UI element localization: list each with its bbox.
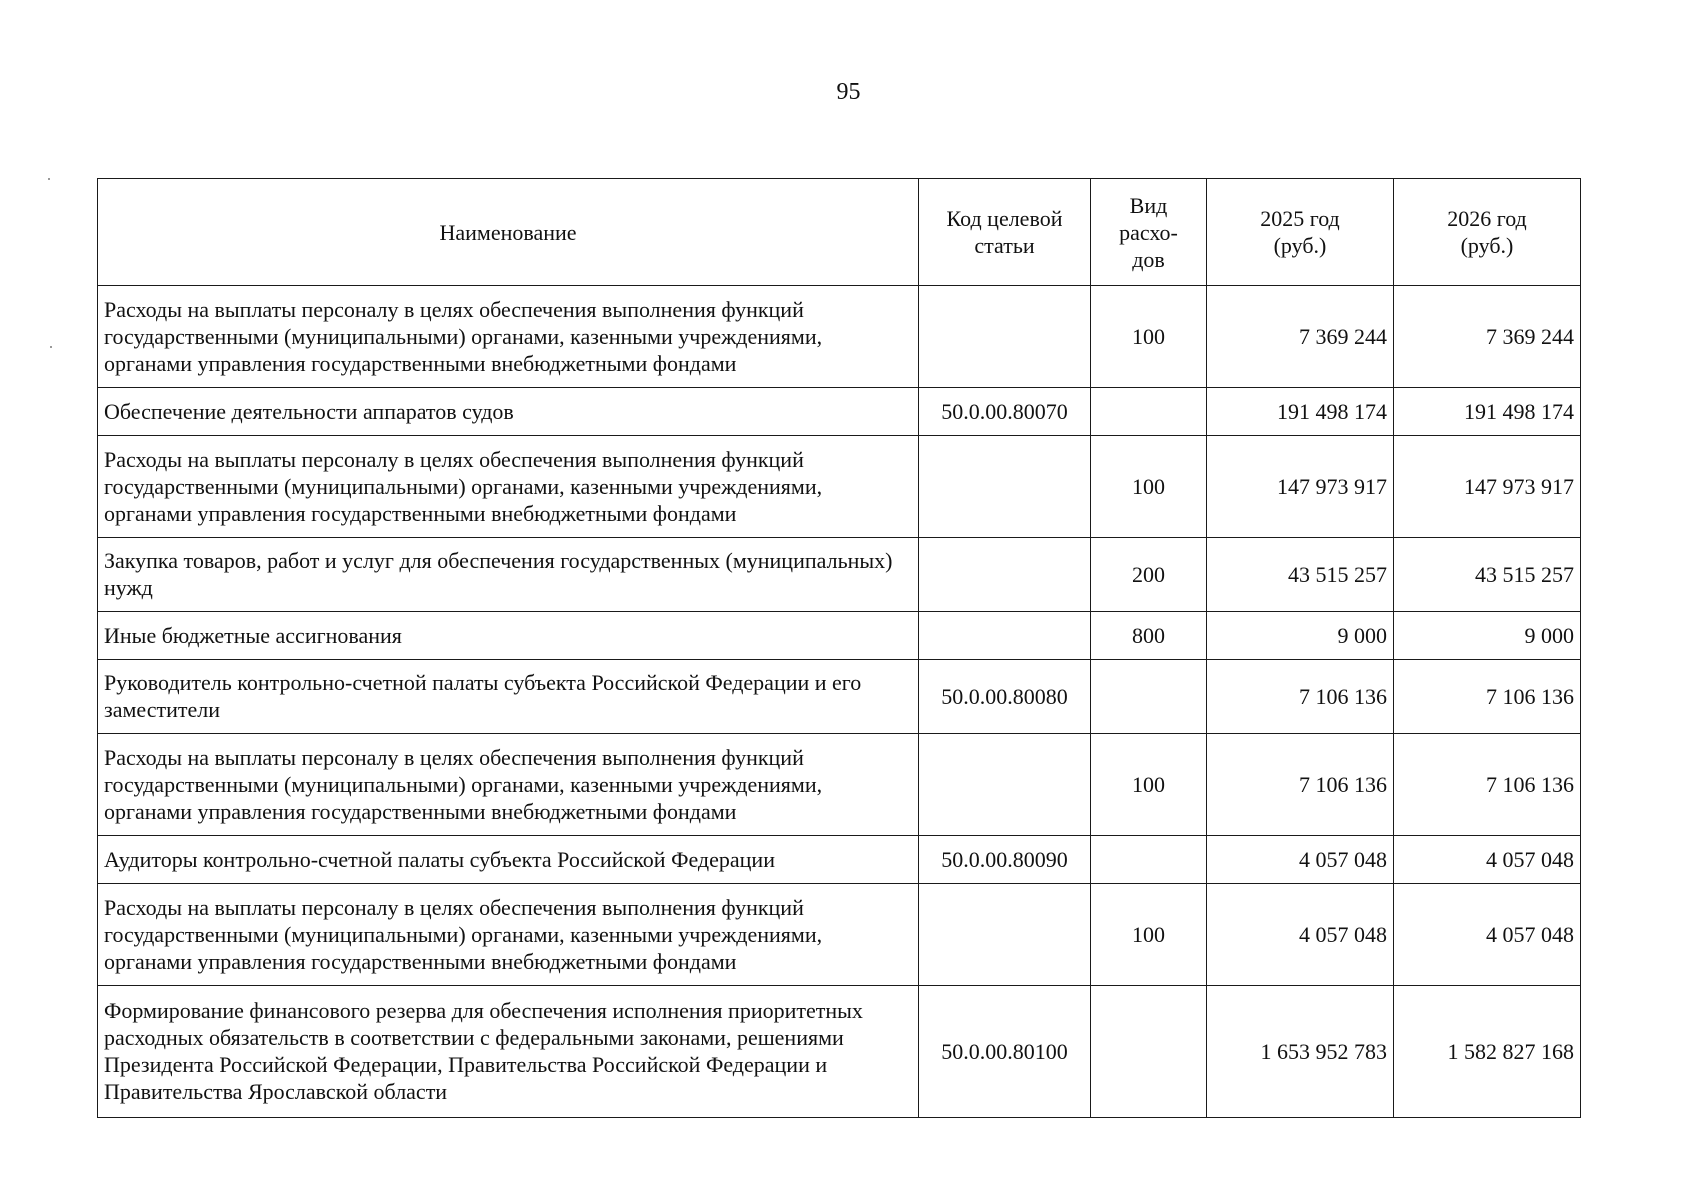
cell-2026: 43 515 257: [1394, 538, 1581, 612]
header-kind-line: расхо-: [1119, 219, 1178, 245]
table-row: [98, 660, 1581, 734]
cell-name: Расходы на выплаты персоналу в целях обеспечения выполнения функций государственными (муниципальными) органами, казенными учреждениями, органами управления государственными внебюджетными фондами: [98, 436, 919, 538]
table-row: [98, 986, 1581, 1118]
table-row: [98, 286, 1581, 388]
header-name-label: Наименование: [439, 219, 577, 245]
cell-code: [919, 286, 1091, 388]
cell-name: Иные бюджетные ассигнования: [98, 612, 919, 660]
cell-name: Аудиторы контрольно-счетной палаты субъекта Российской Федерации: [98, 836, 919, 884]
table-row: [98, 436, 1581, 538]
cell-name: Обеспечение деятельности аппаратов судов: [98, 388, 919, 436]
cell-code: [919, 884, 1091, 986]
header-kind-line: Вид: [1129, 192, 1168, 218]
header-kind-line: дов: [1132, 246, 1165, 272]
cell-kind: 100: [1091, 884, 1207, 986]
cell-2025: 4 057 048: [1207, 884, 1394, 986]
scan-speck: [50, 346, 52, 348]
cell-kind: [1091, 986, 1207, 1118]
cell-2025: 7 106 136: [1207, 734, 1394, 836]
cell-2026: 7 369 244: [1394, 286, 1581, 388]
cell-2026: 7 106 136: [1394, 734, 1581, 836]
cell-kind: [1091, 660, 1207, 734]
cell-kind: 200: [1091, 538, 1207, 612]
cell-code: 50.0.00.80080: [919, 660, 1091, 734]
page-number: 95: [836, 79, 861, 105]
cell-kind: 100: [1091, 734, 1207, 836]
cell-code: 50.0.00.80070: [919, 388, 1091, 436]
cell-code: [919, 734, 1091, 836]
header-2026: [1394, 179, 1581, 286]
cell-2025: 147 973 917: [1207, 436, 1394, 538]
header-2025-line: 2025 год: [1260, 206, 1340, 231]
cell-2025: 9 000: [1207, 612, 1394, 660]
cell-2025: 7 369 244: [1207, 286, 1394, 388]
cell-2025: 1 653 952 783: [1207, 986, 1394, 1118]
header-code-line: статьи: [974, 233, 1035, 258]
header-2026-line: (руб.): [1460, 233, 1514, 258]
scan-speck: [48, 178, 50, 180]
header-name: [98, 179, 919, 286]
cell-2026: 147 973 917: [1394, 436, 1581, 538]
cell-name: Расходы на выплаты персоналу в целях обеспечения выполнения функций государственными (муниципальными) органами, казенными учреждениями, органами управления государственными внебюджетными фондами: [98, 884, 919, 986]
cell-2025: 191 498 174: [1207, 388, 1394, 436]
table-row: [98, 734, 1581, 836]
table-row: [98, 836, 1581, 884]
cell-kind: [1091, 388, 1207, 436]
cell-kind: 100: [1091, 286, 1207, 388]
budget-table: [97, 178, 1581, 1118]
cell-2025: 7 106 136: [1207, 660, 1394, 734]
cell-2025: 4 057 048: [1207, 836, 1394, 884]
cell-2026: 9 000: [1394, 612, 1581, 660]
cell-code: 50.0.00.80090: [919, 836, 1091, 884]
cell-kind: 100: [1091, 436, 1207, 538]
table-row: [98, 884, 1581, 986]
cell-2026: 4 057 048: [1394, 884, 1581, 986]
cell-name: Руководитель контрольно-счетной палаты субъекта Российской Федерации и его заместители: [98, 660, 919, 734]
header-kind: [1091, 179, 1207, 286]
table-row: [98, 612, 1581, 660]
cell-2026: 7 106 136: [1394, 660, 1581, 734]
cell-name: Расходы на выплаты персоналу в целях обеспечения выполнения функций государственными (муниципальными) органами, казенными учреждениями, органами управления государственными внебюджетными фондами: [98, 286, 919, 388]
table-row: [98, 388, 1581, 436]
table-row: [98, 538, 1581, 612]
cell-code: [919, 612, 1091, 660]
cell-name: Расходы на выплаты персоналу в целях обеспечения выполнения функций государственными (муниципальными) органами, казенными учреждениями, органами управления государственными внебюджетными фондами: [98, 734, 919, 836]
cell-code: [919, 436, 1091, 538]
header-2026-line: 2026 год: [1447, 206, 1527, 231]
cell-2026: 4 057 048: [1394, 836, 1581, 884]
cell-2026: 1 582 827 168: [1394, 986, 1581, 1118]
cell-code: 50.0.00.80100: [919, 986, 1091, 1118]
cell-kind: [1091, 836, 1207, 884]
cell-2025: 43 515 257: [1207, 538, 1394, 612]
header-2025-line: (руб.): [1273, 233, 1327, 258]
cell-name: Формирование финансового резерва для обеспечения исполнения приоритетных расходных обязательств в соответствии с федеральными законами, решениями Президента Российской Федерации, Правительства Российской Федерации и Правительства Ярославской области: [98, 986, 919, 1118]
cell-kind: 800: [1091, 612, 1207, 660]
header-code-line: Код целевой: [946, 206, 1063, 231]
cell-2026: 191 498 174: [1394, 388, 1581, 436]
header-code: [919, 179, 1091, 286]
cell-code: [919, 538, 1091, 612]
table-header-row: [98, 179, 1581, 286]
cell-name: Закупка товаров, работ и услуг для обеспечения государственных (муниципальных) нужд: [98, 538, 919, 612]
header-2025: [1207, 179, 1394, 286]
